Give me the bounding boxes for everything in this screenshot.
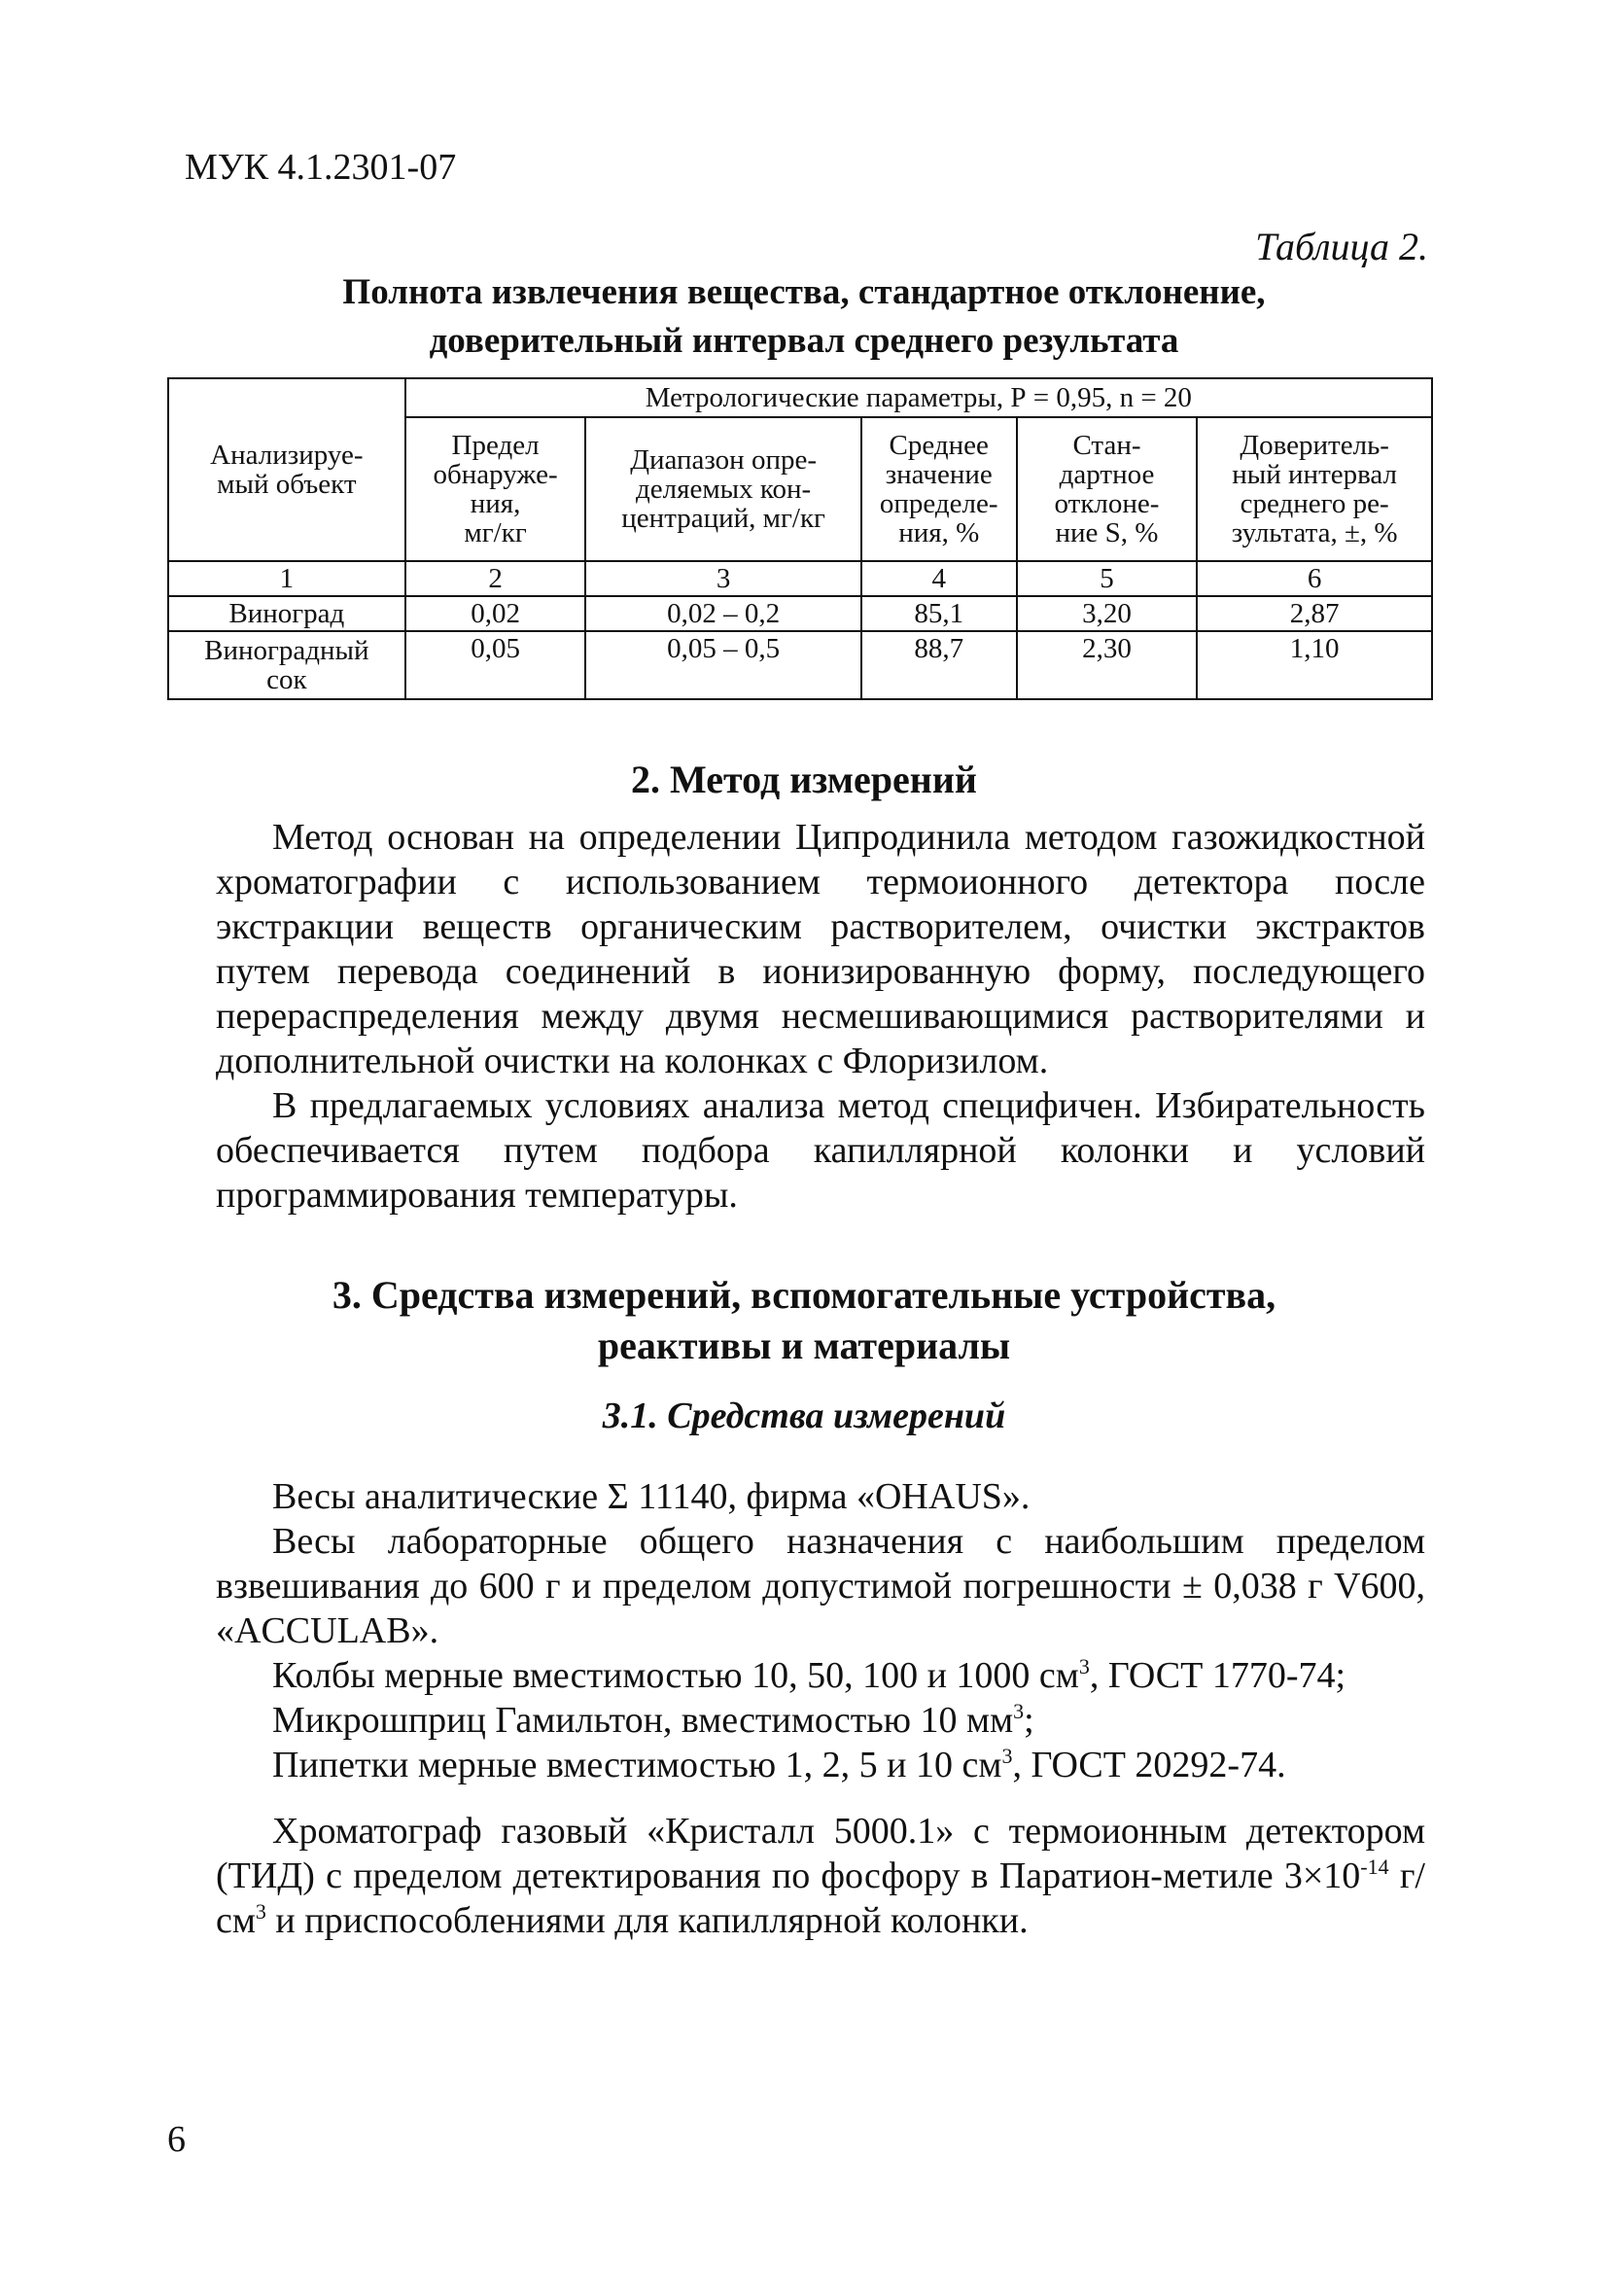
- subsection-3-1-heading: 3.1. Средства измерений: [602, 1395, 1006, 1436]
- section-3-heading: [0, 1270, 1608, 1371]
- table-cell: Виноград: [168, 596, 405, 631]
- superscript: 3: [255, 1899, 266, 1924]
- item-text: , ГОСТ 1770-74;: [1089, 1655, 1346, 1696]
- section-2-heading: 2. Метод измерений: [631, 758, 977, 801]
- list-item: [216, 1653, 1425, 1698]
- header-ci: Доверитель- ный интервал среднего ре- зультата, ±, %: [1197, 417, 1432, 561]
- paragraph: В предлагаемых условиях анализа метод специфичен. Избирательность обеспечивается путем подбора капиллярной колонки и условий программирования температуры.: [216, 1085, 1425, 1216]
- table-label: Таблица 2.: [1255, 225, 1428, 268]
- header-object: Анализируе- мый объект: [168, 378, 405, 561]
- document-code: МУК 4.1.2301-07: [185, 147, 457, 188]
- superscript: 3: [1001, 1744, 1013, 1768]
- header-sd: Стан- дартное отклоне- ние S, %: [1017, 417, 1198, 561]
- col-number: 4: [861, 561, 1017, 596]
- table-cell: 85,1: [861, 596, 1017, 631]
- table-row: [168, 596, 1432, 631]
- paragraph: Метод основан на определении Ципродинила методом газожидкостной хроматографии с использованием термоионного детектора после экстракции веществ органическим растворителем, очистки экстрактов путем перевода соединений в ионизированную форму, последующего перераспределения между двумя несмешивающимися растворителями и дополнительной очистки на колонках с Флоризилом.: [216, 817, 1425, 1081]
- list-item: Весы лабораторные общего назначения с наибольшим пределом взвешивания до 600 г и пределом допустимой погрешности ± 0,038 г V600, «ACCULAB».: [216, 1521, 1425, 1651]
- section-3-heading-line-1: 3. Средства измерений, вспомогательные устройства,: [332, 1273, 1276, 1317]
- table-cell: 0,02 – 0,2: [585, 596, 860, 631]
- col-number: 5: [1017, 561, 1198, 596]
- table-row: [168, 631, 1432, 699]
- list-item: [216, 1698, 1425, 1743]
- superscript: 3: [1078, 1654, 1090, 1678]
- header-limit: Предел обнаруже- ния, мг/кг: [405, 417, 586, 561]
- table-title-line-2: доверительный интервал среднего результата: [429, 321, 1179, 361]
- item-text: ;: [1024, 1700, 1034, 1741]
- column-number-row: [168, 561, 1432, 596]
- instruments-list: [216, 1474, 1425, 1943]
- list-item: Весы аналитические Σ 11140, фирма «OHAUS».: [272, 1476, 1031, 1517]
- header-mean: Среднее значение определе- ния, %: [861, 417, 1017, 561]
- list-item: [216, 1809, 1425, 1943]
- item-text: Микрошприц Гамильтон, вместимостью 10 мм: [272, 1700, 1014, 1741]
- table-title: [0, 268, 1608, 366]
- col-number: 1: [168, 561, 405, 596]
- col-number: 6: [1197, 561, 1432, 596]
- item-text: Хроматограф газовый «Кристалл 5000.1» с термоионным детектором (ТИД) с пределом детектирования по фосфору в Паратион-метиле 3×10: [216, 1811, 1425, 1896]
- superscript: 3: [1013, 1699, 1025, 1723]
- item-text: г/см: [216, 1855, 1425, 1941]
- section-3-heading-line-2: реактивы и материалы: [597, 1324, 1011, 1367]
- superscript: -14: [1360, 1854, 1389, 1879]
- item-text: Пипетки мерные вместимостью 1, 2, 5 и 10 см: [272, 1745, 1002, 1785]
- table-cell: 1,10: [1197, 631, 1432, 699]
- table-cell: 0,05: [405, 631, 586, 699]
- header-range: Диапазон опре- деляемых кон- центраций, мг/кг: [585, 417, 860, 561]
- header-group: Метрологические параметры, Р = 0,95, n = 20: [405, 378, 1432, 417]
- list-item: [216, 1743, 1425, 1787]
- table-cell: 2,30: [1017, 631, 1198, 699]
- page-number: 6: [167, 2119, 186, 2160]
- item-text: и приспособлениями для капиллярной колонки.: [265, 1900, 1029, 1941]
- col-number: 2: [405, 561, 586, 596]
- table-cell: 88,7: [861, 631, 1017, 699]
- col-number: 3: [585, 561, 860, 596]
- table-cell: 0,02: [405, 596, 586, 631]
- item-text: Колбы мерные вместимостью 10, 50, 100 и 1000 см: [272, 1655, 1079, 1696]
- table-cell: 3,20: [1017, 596, 1198, 631]
- item-text: , ГОСТ 20292-74.: [1012, 1745, 1286, 1785]
- table-cell: 2,87: [1197, 596, 1432, 631]
- table-cell: Виноградный сок: [168, 631, 405, 699]
- section-2-body: [216, 815, 1425, 1218]
- metrology-table: [167, 377, 1433, 700]
- table-cell: 0,05 – 0,5: [585, 631, 860, 699]
- table-title-line-1: Полнота извлечения вещества, стандартное отклонение,: [342, 272, 1266, 312]
